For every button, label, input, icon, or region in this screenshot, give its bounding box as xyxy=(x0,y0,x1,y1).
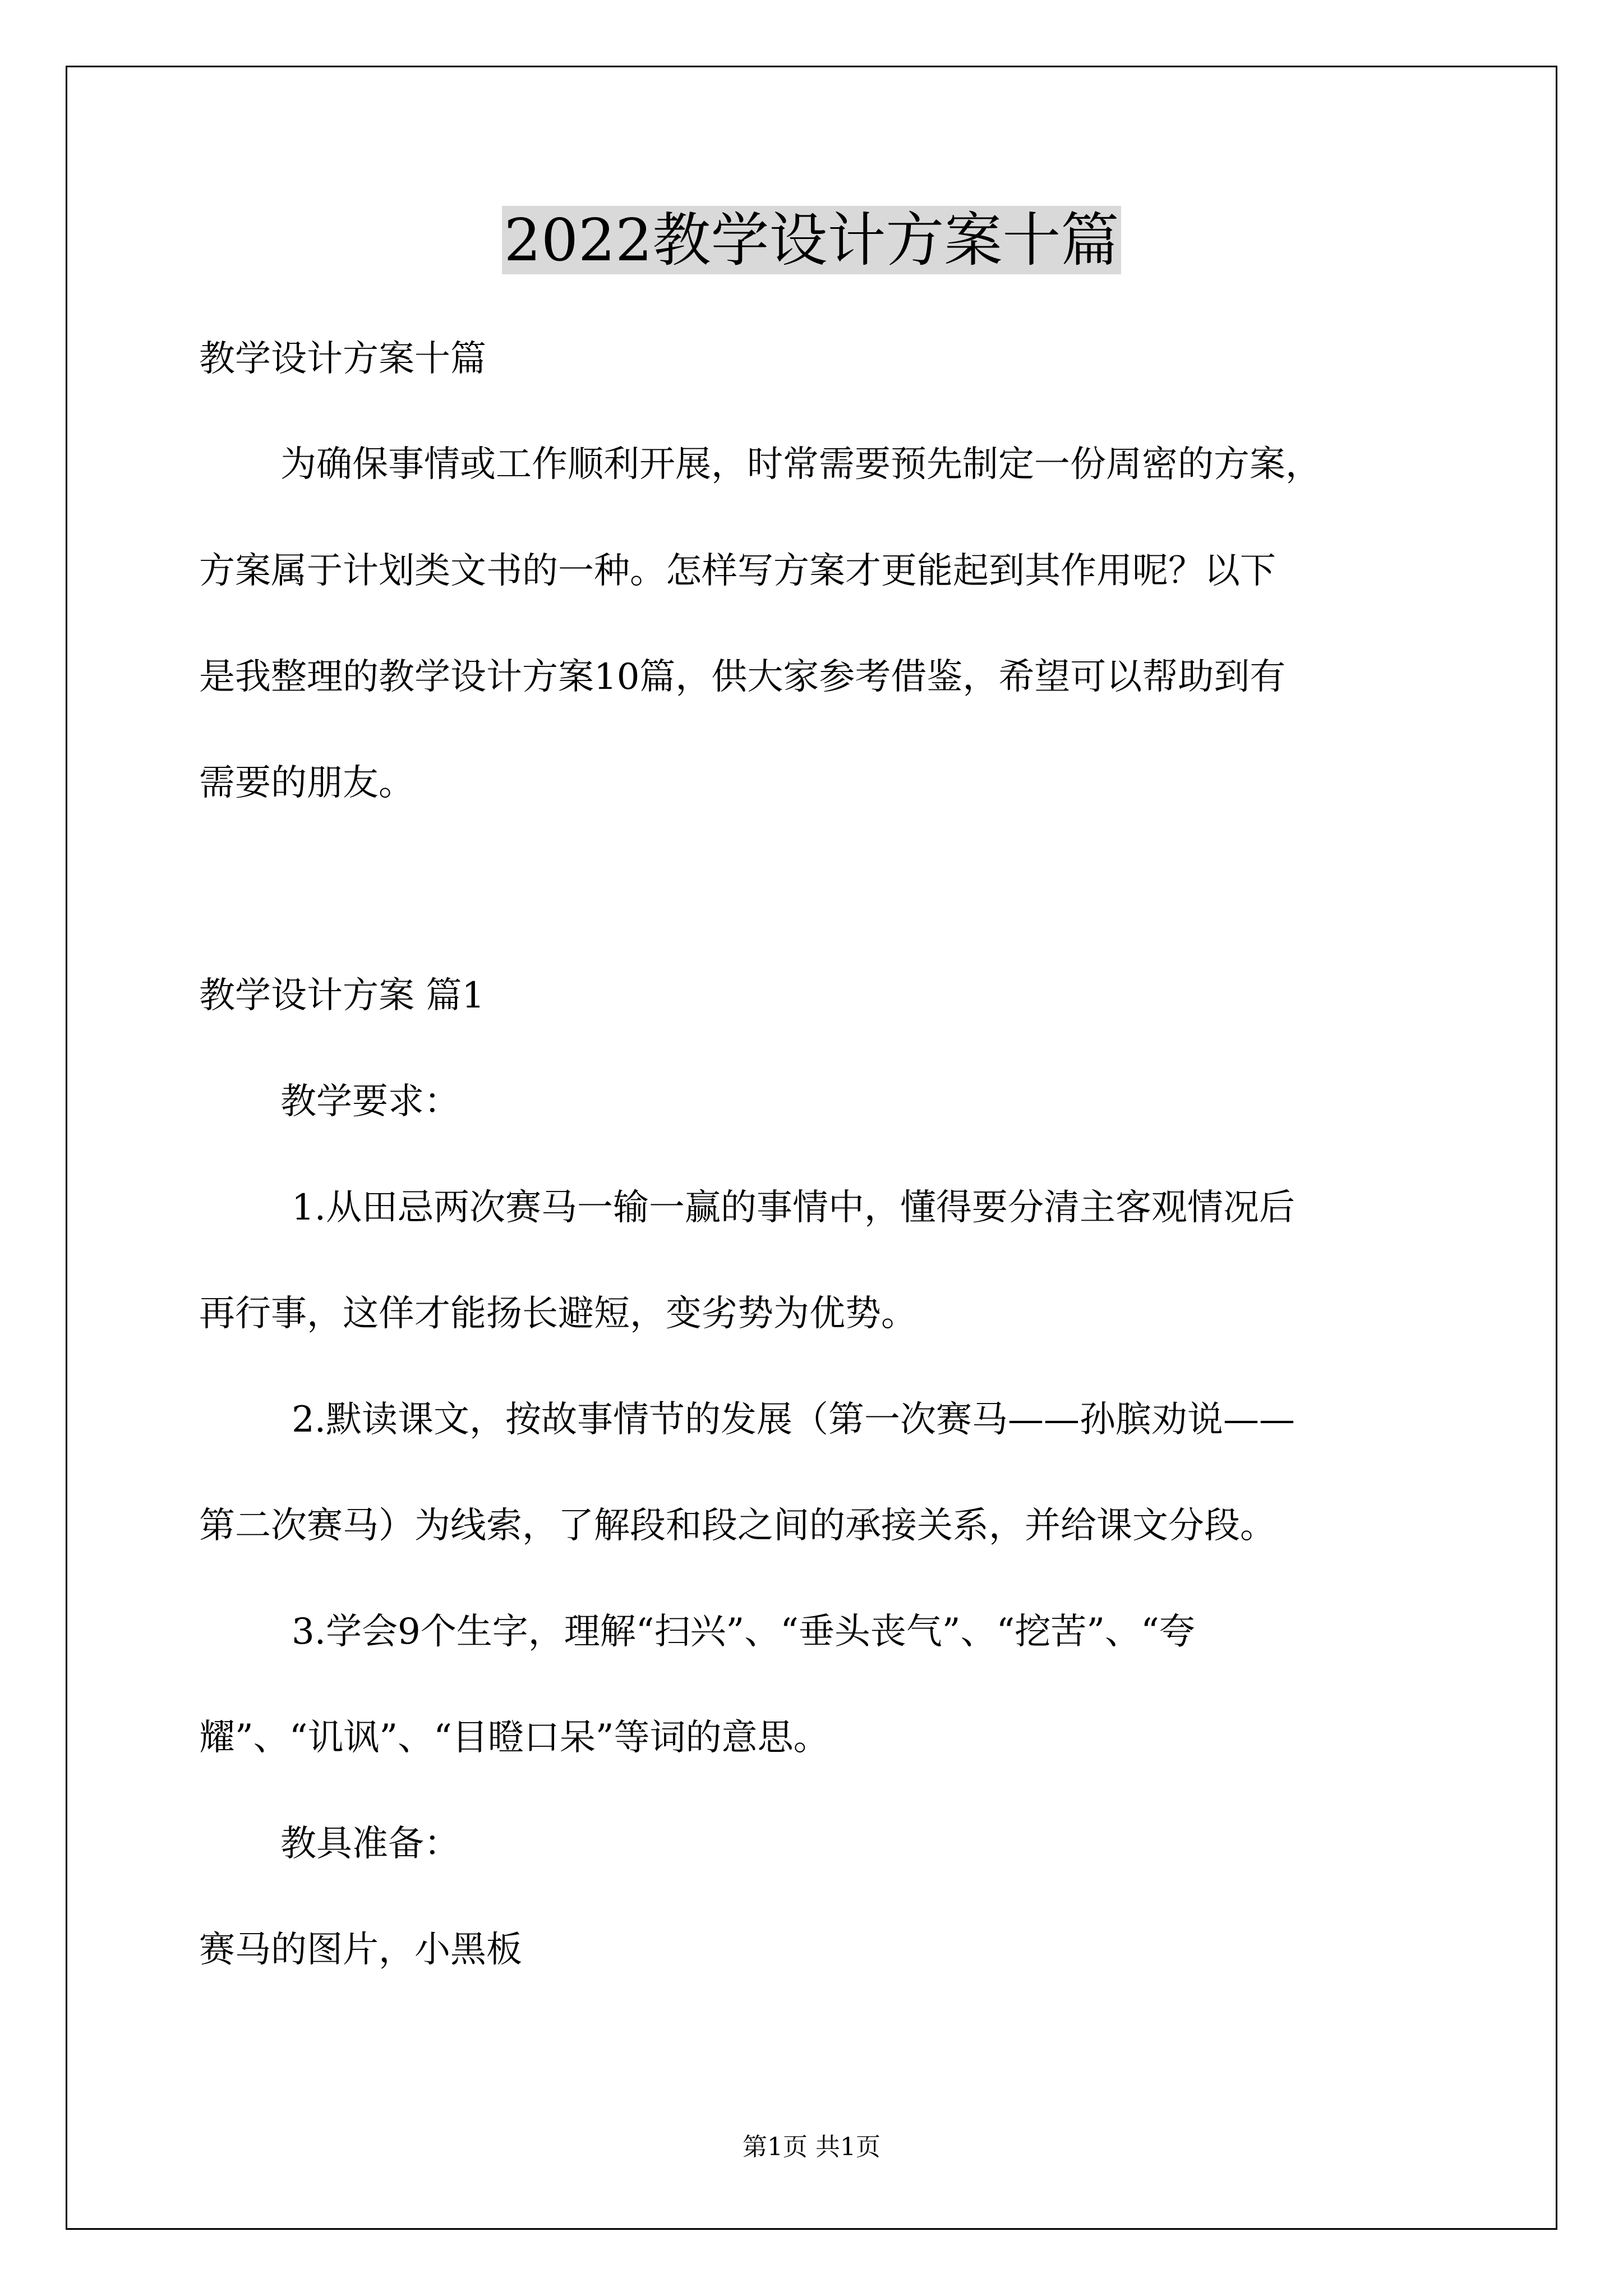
list-item-line: 再行事，这佯才能扬长避短，变劣势为优势。 xyxy=(199,1293,917,1335)
paragraph-line: 方案属于计划类文书的一种。怎样写方案才更能起到其作用呢？以下 xyxy=(199,550,1276,592)
page-border xyxy=(66,66,1557,2230)
list-item-line: 2.默读课文，按故事情节的发展（第一次赛马——孙膑劝说—— xyxy=(292,1399,1295,1441)
document-title xyxy=(0,201,1623,279)
list-item-line: 1.从田忌两次赛马一输一赢的事情中，懂得要分清主客观情况后 xyxy=(292,1187,1295,1228)
paragraph-line: 需要的朋友。 xyxy=(199,762,414,804)
subtitle-line: 教学设计方案十篇 xyxy=(199,338,486,380)
list-item-line: 第二次赛马）为线索，了解段和段之间的承接关系，并给课文分段。 xyxy=(199,1505,1276,1547)
paragraph-line: 教学要求： xyxy=(280,1081,460,1122)
page-footer: 第1页 共1页 xyxy=(743,2133,880,2161)
document-title-text: 2022教学设计方案十篇 xyxy=(502,206,1122,274)
paragraph-line: 教具准备： xyxy=(280,1823,460,1865)
paragraph-line: 赛马的图片，小黑板 xyxy=(199,1929,522,1971)
paragraph-line: 是我整理的教学设计方案10篇，供大家参考借鉴，希望可以帮助到有 xyxy=(199,656,1286,698)
list-item-line: 耀”、“讥讽”、“目瞪口呆”等词的意思。 xyxy=(199,1717,829,1759)
list-item-line: 3.学会9个生字，理解“扫兴”、“垂头丧气”、“挖苦”、“夸 xyxy=(292,1611,1195,1653)
section-heading: 教学设计方案 篇1 xyxy=(199,975,485,1016)
paragraph-line: 为确保事情或工作顺利开展，时常需要预先制定一份周密的方案， xyxy=(280,444,1321,485)
